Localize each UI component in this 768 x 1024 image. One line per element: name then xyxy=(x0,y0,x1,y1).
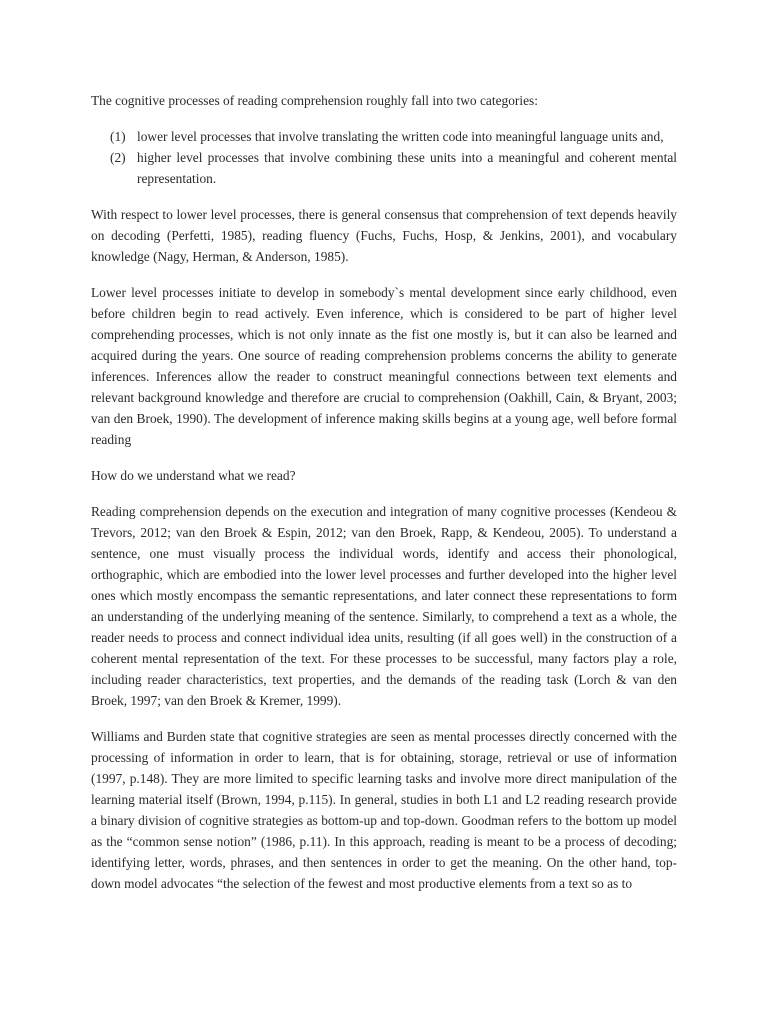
list-item-text: lower level processes that involve translating the written code into meaningful language units and, xyxy=(137,129,664,144)
list-item xyxy=(91,126,677,147)
paragraph-lower-level: With respect to lower level processes, there is general consensus that comprehension of text depends heavily on decoding (Perfetti, 1985), reading fluency (Fuchs, Fuchs, Hosp, & Jenkins, 2001), and vocabulary knowledge (Nagy, Herman, & Anderson, 1985). xyxy=(91,207,677,264)
paragraph-reading-comprehension: Reading comprehension depends on the execution and integration of many cognitive processes (Kendeou & Trevors, 2012; van den Broek & Espin, 2012; van den Broek, Rapp, & Kendeou, 2005). To understand a sentence, one must visually process the individual words, identify and access their phonological, orthographic, which are embodied into the lower level processes and further developed into the higher level ones which mostly encompass the semantic representations, and later connect these representations to form an understanding of the underlying meaning of the sentence. Similarly, to comprehend a text as a whole, the reader needs to process and connect individual idea units, resulting (if all goes well) in the construction of a coherent mental representation of the text. For these processes to be successful, many factors play a role, including reader characteristics, text properties, and the demands of the reading task (Lorch & van den Broek, 1997; van den Broek & Kremer, 1999). xyxy=(91,504,677,708)
paragraph-development: Lower level processes initiate to develop in somebody`s mental development since early childhood, even before children begin to read actively. Even inference, which is considered to be part of higher level comprehending processes, which is not only innate as the fist one mostly is, but it can also be learned and acquired during the years. One source of reading comprehension problems concerns the ability to generate inferences. Inferences allow the reader to construct meaningful connections between text elements and relevant background knowledge and therefore are crucial to comprehension (Oakhill, Cain, & Bryant, 2003; van den Broek, 1990). The development of inference making skills begins at a young age, well before formal reading xyxy=(91,285,677,447)
list-item-number: (1) xyxy=(110,129,126,144)
list-item xyxy=(91,147,677,189)
category-list xyxy=(91,126,677,189)
section-question: How do we understand what we read? xyxy=(91,468,296,483)
list-item-text: higher level processes that involve combining these units into a meaningful and coherent mental representation. xyxy=(137,150,677,186)
paragraph-cognitive-strategies: Williams and Burden state that cognitive strategies are seen as mental processes directly concerned with the processing of information in order to learn, that is for obtaining, storage, retrieval or use of information (1997, p.148). They are more limited to specific learning tasks and involve more direct manipulation of the learning material itself (Brown, 1994, p.115). In general, studies in both L1 and L2 reading research provide a binary division of cognitive strategies as bottom-up and top-down. Goodman refers to the bottom up model as the “common sense notion” (1986, p.11). In this approach, reading is meant to be a process of decoding; identifying letter, words, phrases, and then sentences in order to get the meaning. On the other hand, top-down model advocates “the selection of the fewest and most productive elements from a text so as to xyxy=(91,729,677,891)
document-page xyxy=(91,90,677,909)
intro-paragraph: The cognitive processes of reading comprehension roughly fall into two categories: xyxy=(91,93,538,108)
list-item-number: (2) xyxy=(110,150,126,165)
